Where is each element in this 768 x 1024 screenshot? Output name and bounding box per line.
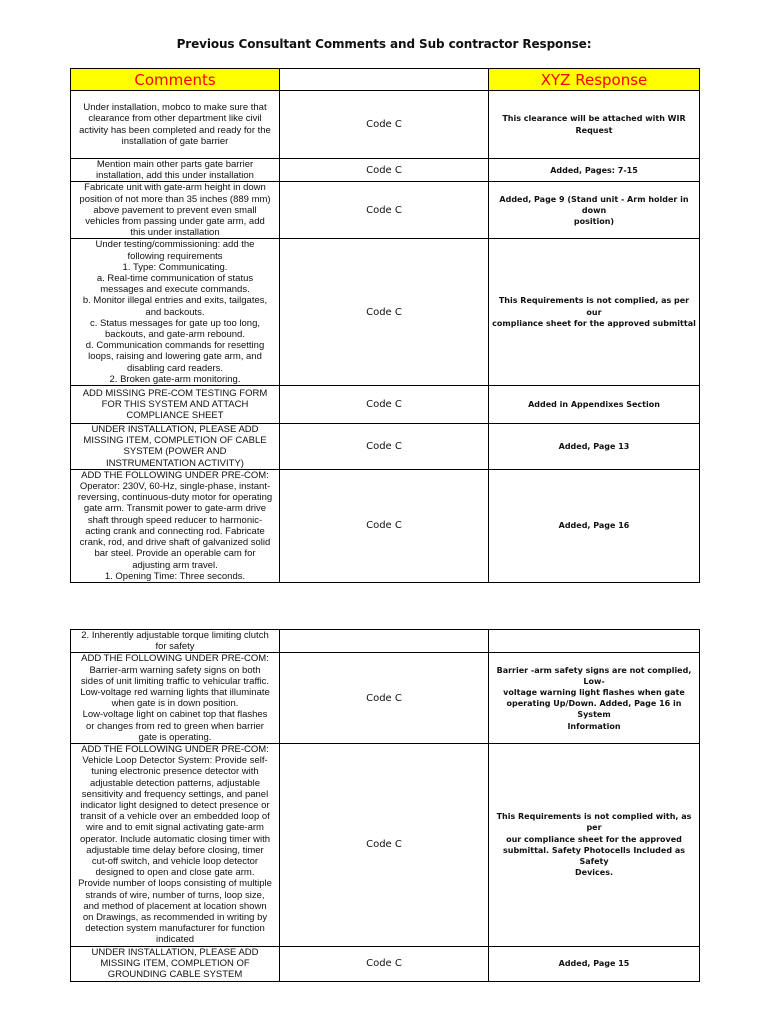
comments-column-header: Comments (71, 69, 280, 91)
comments-table-page-2 (70, 629, 700, 982)
comment-cell: ADD THE FOLLOWING UNDER PRE-COM: Operator: 230V, 60-Hz, single-phase, instant- reversing, continuous-duty motor for operating gate arm. Transmit power to gate-arm drive shaft through speed reducer to harmonic- acting crank and connecting rod. Fabricate crank, rod, and drive shaft of galvanized solid bar steel. Provide an operable cam for adjusting arm travel. 1. Opening Time: Three seconds. (71, 469, 280, 582)
table-header-row (71, 69, 700, 91)
comment-cell: UNDER INSTALLATION, PLEASE ADD MISSING ITEM, COMPLETION OF CABLE SYSTEM (POWER AND INSTRUMENTATION ACTIVITY) (71, 424, 280, 470)
response-cell: Added, Page 15 (489, 946, 700, 981)
code-cell: Code C (280, 946, 489, 981)
code-cell: Code C (280, 469, 489, 582)
page-title: Previous Consultant Comments and Sub contractor Response: (176, 37, 592, 51)
code-cell (280, 630, 489, 653)
response-cell: Added, Page 13 (489, 424, 700, 470)
table-row (71, 653, 700, 744)
response-cell (489, 630, 700, 653)
table-row (71, 159, 700, 182)
table-row (71, 91, 700, 159)
table-row (71, 946, 700, 981)
comments-table-page-1 (70, 68, 700, 583)
response-cell: This Requirements is not complied, as per our compliance sheet for the approved submittal (489, 239, 700, 386)
comment-cell: ADD THE FOLLOWING UNDER PRE-COM: Vehicle Loop Detector System: Provide self- tuning electronic presence detector with adjustable detection patterns, adjustable sensitivity and frequency settings, and panel indicator light designed to detect presence or transit of a vehicle over an embedded loop of wire and to emit signal activating gate-arm operator. Include automatic closing timer with adjustable time delay before closing, timer cut-off switch, and vehicle loop detector designed to open and close gate arm. Provide number of loops consisting of multiple strands of wire, number of turns, loop size, and method of placement at location shown on Drawings, as recommended in writing by detection system manufacturer for function indicated (71, 744, 280, 947)
comment-cell: Mention main other parts gate barrier installation, add this under installation (71, 159, 280, 182)
code-cell: Code C (280, 386, 489, 424)
response-cell: This clearance will be attached with WIR Request (489, 91, 700, 159)
code-cell: Code C (280, 424, 489, 470)
response-cell: Barrier -arm safety signs are not complied, Low- voltage warning light flashes when gate operating Up/Down. Added, Page 16 in System Information (489, 653, 700, 744)
response-cell: Added, Page 9 (Stand unit - Arm holder in down position) (489, 182, 700, 239)
comment-cell: Fabricate unit with gate-arm height in down position of not more than 35 inches (889 mm) above pavement to prevent even small vehicles from passing under gate arm, add this under installation (71, 182, 280, 239)
response-cell: This Requirements is not complied with, as per our compliance sheet for the approved submittal. Safety Photocells Included as Safety Devices. (489, 744, 700, 947)
code-cell: Code C (280, 91, 489, 159)
response-cell: Added, Page 16 (489, 469, 700, 582)
comment-cell: Under installation, mobco to make sure that clearance from other department like civil activity has been completed and ready for the installation of gate barrier (71, 91, 280, 159)
code-column-header (280, 69, 489, 91)
table-row (71, 424, 700, 470)
code-cell: Code C (280, 744, 489, 947)
code-cell: Code C (280, 182, 489, 239)
table-row (71, 239, 700, 386)
code-cell: Code C (280, 159, 489, 182)
code-cell: Code C (280, 239, 489, 386)
table-row (71, 182, 700, 239)
table-row (71, 386, 700, 424)
response-column-header: XYZ Response (489, 69, 700, 91)
comment-cell: ADD THE FOLLOWING UNDER PRE-COM: Barrier-arm warning safety signs on both sides of unit limiting traffic to vehicular traffic. Low-voltage red warning lights that illuminate when gate is in down position. Low-voltage light on cabinet top that flashes or changes from red to green when barrier gate is operating. (71, 653, 280, 744)
comment-cell: Under testing/commissioning: add the following requirements 1. Type: Communicating. a. Real-time communication of status messages and execute commands. b. Monitor illegal entries and exits, tailgates, and backouts. c. Status messages for gate up too long, backouts, and gate-arm rebound. d. Communication commands for resetting loops, raising and lowering gate arm, and disabling card readers. 2. Broken gate-arm monitoring. (71, 239, 280, 386)
table-row (71, 630, 700, 653)
comment-cell: UNDER INSTALLATION, PLEASE ADD MISSING ITEM, COMPLETION OF GROUNDING CABLE SYSTEM (71, 946, 280, 981)
table-row (71, 744, 700, 947)
table-row (71, 469, 700, 582)
comment-cell: 2. Inherently adjustable torque limiting clutch for safety (71, 630, 280, 653)
response-cell: Added in Appendixes Section (489, 386, 700, 424)
response-cell: Added, Pages: 7-15 (489, 159, 700, 182)
code-cell: Code C (280, 653, 489, 744)
comment-cell: ADD MISSING PRE-COM TESTING FORM FOR THIS SYSTEM AND ATTACH COMPLIANCE SHEET (71, 386, 280, 424)
